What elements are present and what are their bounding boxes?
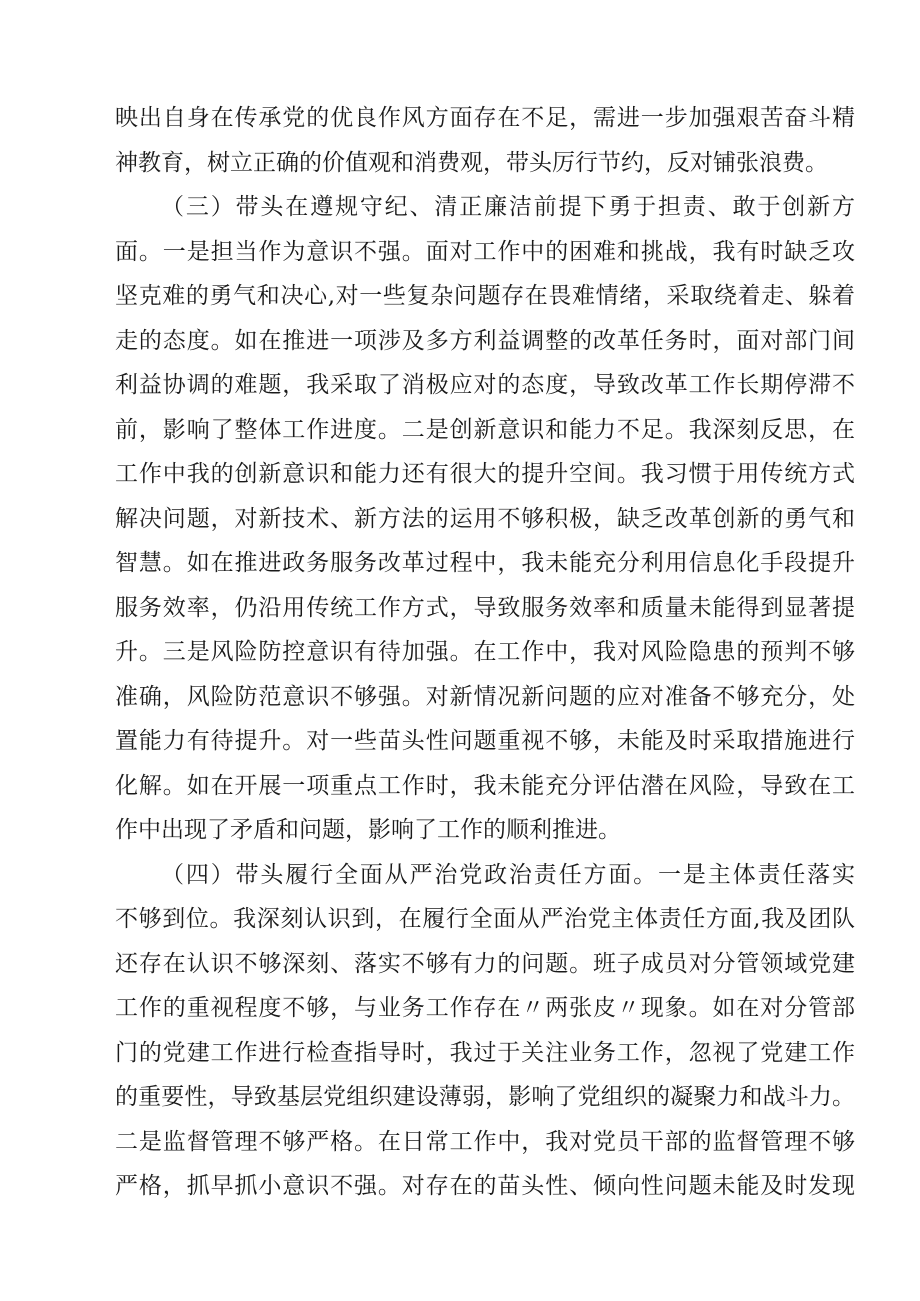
text-line: 升。三是风险防控意识有待加强。在工作中，我对风险隐患的预判不够 [115,639,855,665]
text-line: 智慧。如在推进政务服务改革过程中，我未能充分利用信息化手段提升 [115,550,855,576]
text-line: 不够到位。我深刻认识到，在履行全面从严治党主体责任方面,我及团队 [115,906,855,932]
text-line: 工作中我的创新意识和能力还有很大的提升空间。我习惯于用传统方式 [115,461,855,487]
text-line: 走的态度。如在推进一项涉及多方利益调整的改革任务时，面对部门间 [115,327,855,354]
text-line: 解决问题，对新技术、新方法的运用不够积极，缺乏改革创新的勇气和 [115,505,855,532]
text-line: （四）带头履行全面从严治党政治责任方面。一是主体责任落实 [161,861,855,888]
text-line: 准确，风险防范意识不够强。对新情况新问题的应对准备不够充分，处 [115,683,855,710]
text-line: 服务效率，仍沿用传统工作方式，导致服务效率和质量未能得到显著提 [115,594,855,621]
text-line: 利益协调的难题，我采取了消极应对的态度，导致改革工作长期停滞不 [115,372,855,398]
text-line: 前，影响了整体工作进度。二是创新意识和能力不足。我深刻反思，在 [115,416,855,443]
text-line: 二是监督管理不够严格。在日常工作中，我对党员干部的监督管理不够 [115,1128,855,1155]
document-body [115,96,855,1209]
text-line: 作中出现了矛盾和问题，影响了工作的顺利推进。 [115,817,621,843]
text-line: 置能力有待提升。对一些苗头性问题重视不够，未能及时采取措施进行 [115,728,855,754]
text-line: 还存在认识不够深刻、落实不够有力的问题。班子成员对分管领域党建 [115,950,855,977]
text-line: 的重要性，导致基层党组织建设薄弱，影响了党组织的凝聚力和战斗力。 [115,1084,855,1110]
text-line: （三）带头在遵规守纪、清正廉洁前提下勇于担责、敢于创新方 [161,194,855,220]
text-line: 严格，抓早抓小意识不强。对存在的苗头性、倾向性问题未能及时发现 [115,1173,855,1199]
text-line: 映出自身在传承党的优良作风方面存在不足，需进一步加强艰苦奋斗精 [115,105,855,131]
text-line: 神教育，树立正确的价值观和消费观，带头厉行节约，反对铺张浪费。 [115,149,828,176]
text-line: 门的党建工作进行检查指导时，我过于关注业务工作，忽视了党建工作 [115,1039,855,1066]
text-line: 工作的重视程度不够，与业务工作存在〃两张皮〃现象。如在对分管部 [115,995,855,1021]
text-line: 化解。如在开展一项重点工作时，我未能充分评估潜在风险，导致在工 [115,772,855,799]
text-line: 坚克难的勇气和决心,对一些复杂问题存在畏难情绪，采取绕着走、躲着 [115,283,855,309]
text-line: 面。一是担当作为意识不强。面对工作中的困难和挑战，我有时缺乏攻 [115,238,855,265]
